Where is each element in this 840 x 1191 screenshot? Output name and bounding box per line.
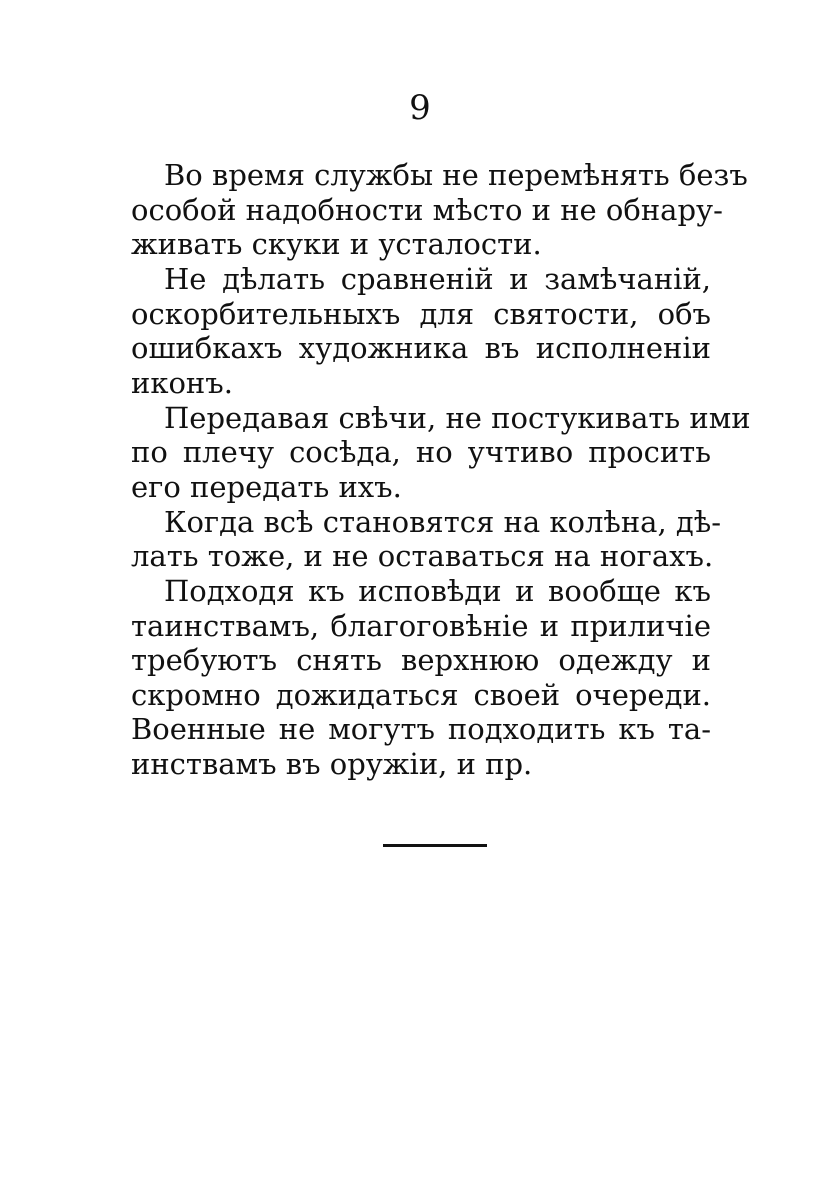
paragraph-5 (131, 574, 711, 781)
paragraph-2 (131, 262, 711, 400)
end-rule (383, 844, 487, 847)
text-line: инствамъ въ оружіи, и пр. (131, 746, 533, 781)
paragraph-4 (131, 504, 722, 574)
text-line: ошибкахъ художника въ исполненіи (131, 331, 711, 365)
paragraph-1 (131, 158, 748, 262)
text-line: иконъ. (131, 365, 233, 400)
page-number: 9 (409, 88, 431, 128)
paragraph-3 (131, 400, 751, 505)
text-line: скромно дожидаться своей очереди. (131, 677, 711, 712)
text-line: его передать ихъ. (131, 469, 402, 504)
text-line: оскорбительныхъ для святости, объ (131, 296, 711, 331)
body-text (131, 158, 751, 781)
text-line: особой надобности мѣсто и не обнару- (131, 192, 723, 227)
text-line: живать скуки и усталости. (131, 227, 542, 261)
text-line: Когда всѣ становятся на колѣна, дѣ- (164, 504, 722, 539)
text-line: требуютъ снять верхнюю одежду и (131, 643, 711, 677)
text-line: Военные не могутъ подходить къ та- (131, 712, 711, 746)
text-line: Передавая свѣчи, не постукивать ими (164, 400, 751, 435)
text-line: Не дѣлать сравненій и замѣчаній, (164, 262, 711, 296)
text-line: лать тоже, и не оставаться на ногахъ. (131, 539, 714, 573)
text-line: таинствамъ, благоговѣніе и приличіе (131, 608, 711, 643)
text-line: Подходя къ исповѣди и вообще къ (164, 574, 711, 608)
text-line: по плечу сосѣда, но учтиво просить (131, 435, 711, 469)
text-line: Во время службы не перемѣнять безъ (164, 158, 748, 192)
